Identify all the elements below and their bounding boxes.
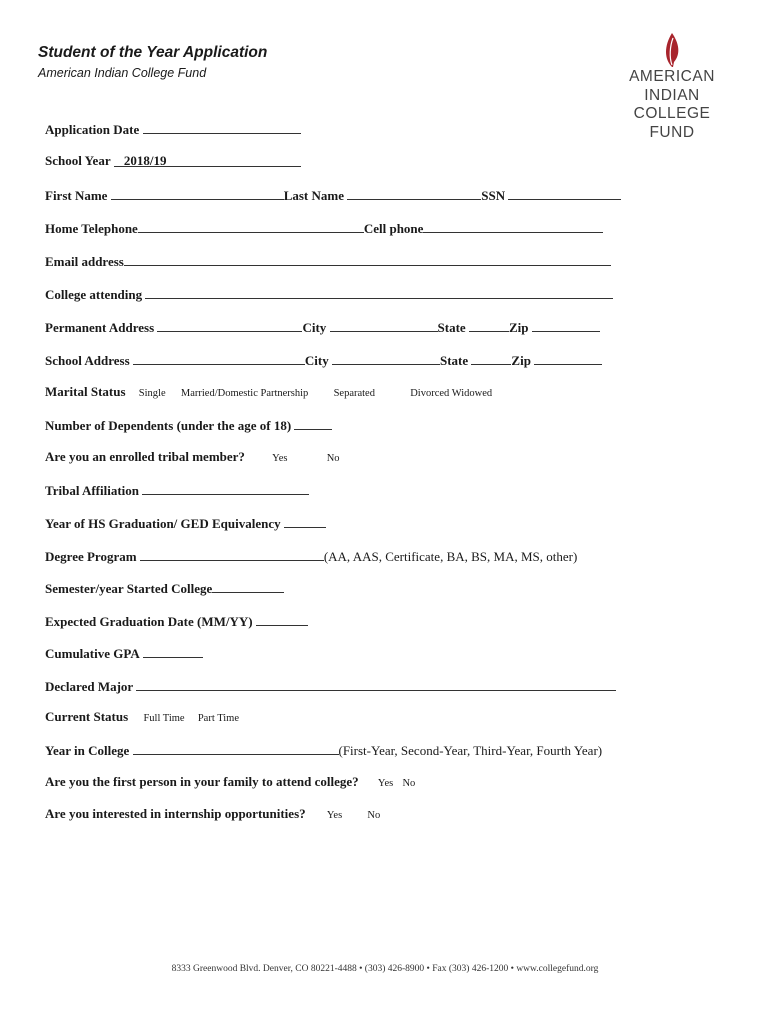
city-label: City	[302, 320, 327, 335]
tribal-affiliation-field[interactable]	[142, 481, 309, 495]
degree-program-hint: (AA, AAS, Certificate, BA, BS, MA, MS, other)	[323, 549, 578, 564]
tribal-member-yes[interactable]: Yes	[272, 453, 288, 464]
city-label: City	[304, 353, 329, 368]
email-field[interactable]	[124, 252, 611, 266]
school-state-field[interactable]	[471, 351, 511, 365]
degree-program-field[interactable]	[140, 547, 324, 561]
declared-major-label: Declared Major	[45, 679, 134, 694]
logo-line: AMERICAN	[629, 68, 715, 85]
logo-line: COLLEGE	[633, 105, 711, 122]
cumulative-gpa-field[interactable]	[143, 644, 203, 658]
ssn-label: SSN	[481, 188, 506, 203]
degree-program-label: Degree Program	[45, 549, 137, 564]
phone-row	[45, 219, 603, 237]
email-label: Email address	[45, 254, 124, 269]
hs-graduation-field[interactable]	[284, 514, 326, 528]
internship-row	[45, 806, 380, 824]
permanent-address-row	[45, 318, 600, 336]
application-date-row	[45, 120, 301, 138]
declared-major-field[interactable]	[136, 677, 616, 691]
expected-graduation-field[interactable]	[256, 612, 308, 626]
tribal-member-no[interactable]: No	[326, 453, 340, 464]
school-city-field[interactable]	[332, 351, 440, 365]
school-year-label: School Year	[45, 153, 111, 168]
first-in-family-label: Are you the first person in your family to attend college?	[45, 774, 359, 789]
tribal-affiliation-label: Tribal Affiliation	[45, 483, 140, 498]
permanent-city-field[interactable]	[330, 318, 438, 332]
current-status-label: Current Status	[45, 709, 129, 724]
gpa-row	[45, 644, 203, 662]
application-date-label: Application Date	[45, 122, 140, 137]
dependents-label: Number of Dependents (under the age of 18)	[45, 418, 292, 433]
application-date-field[interactable]	[143, 120, 301, 134]
declared-major-row	[45, 677, 616, 695]
marital-option-separated[interactable]: Separated	[333, 388, 375, 399]
college-attending-field[interactable]	[145, 285, 613, 299]
permanent-address-label: Permanent Address	[45, 320, 155, 335]
logo-line: FUND	[649, 123, 695, 141]
hs-graduation-row	[45, 514, 326, 532]
marital-option-divorced-widowed[interactable]: Divorced Widowed	[410, 388, 493, 399]
dependents-field[interactable]	[294, 416, 332, 430]
permanent-state-field[interactable]	[469, 318, 509, 332]
semester-started-row	[45, 579, 284, 597]
first-name-field[interactable]	[111, 186, 284, 200]
permanent-zip-field[interactable]	[532, 318, 600, 332]
feather-icon	[661, 32, 683, 68]
school-year-field[interactable]	[114, 153, 301, 167]
school-year-value: 2018/19	[123, 153, 167, 168]
semester-started-field[interactable]	[212, 579, 284, 593]
marital-option-single[interactable]: Single	[138, 388, 166, 399]
internship-label: Are you interested in internship opportunities?	[45, 806, 306, 821]
hs-graduation-label: Year of HS Graduation/ GED Equivalency	[45, 516, 281, 531]
footer-address: 8333 Greenwood Blvd. Denver, CO 80221-4488 • (303) 426-8900 • Fax (303) 426-1200 • www.collegefund.org	[171, 964, 599, 974]
year-in-college-row	[45, 741, 602, 759]
current-status-row	[45, 709, 239, 727]
state-label: State	[440, 353, 469, 368]
state-label: State	[437, 320, 466, 335]
tribal-member-label: Are you an enrolled tribal member?	[45, 449, 245, 464]
home-telephone-field[interactable]	[138, 219, 364, 233]
form-title: Student of the Year Application	[38, 44, 268, 61]
logo-line: INDIAN	[644, 86, 700, 104]
college-row	[45, 285, 613, 303]
school-year-row	[45, 153, 301, 169]
ssn-field[interactable]	[508, 186, 621, 200]
marital-status-row	[45, 384, 492, 402]
first-in-family-yes[interactable]: Yes	[377, 778, 394, 789]
school-zip-field[interactable]	[534, 351, 602, 365]
school-address-field[interactable]	[133, 351, 305, 365]
internship-yes[interactable]: Yes	[326, 810, 343, 821]
status-option-full-time[interactable]: Full Time	[143, 713, 185, 724]
status-option-part-time[interactable]: Part Time	[197, 713, 239, 724]
form-subtitle: American Indian College Fund	[38, 66, 207, 80]
zip-label: Zip	[508, 320, 529, 335]
first-name-label: First Name	[45, 188, 108, 203]
permanent-address-field[interactable]	[157, 318, 302, 332]
first-in-family-row	[45, 774, 415, 792]
year-in-college-label: Year in College	[45, 743, 130, 758]
college-fund-logo	[622, 32, 722, 142]
internship-no[interactable]: No	[367, 810, 381, 821]
expected-graduation-label: Expected Graduation Date (MM/YY)	[45, 614, 253, 629]
degree-program-row	[45, 547, 577, 565]
college-attending-label: College attending	[45, 287, 143, 302]
zip-label: Zip	[511, 353, 531, 368]
marital-status-label: Marital Status	[45, 384, 126, 399]
dependents-row	[45, 416, 332, 434]
semester-started-label: Semester/year Started College	[45, 581, 213, 596]
year-in-college-hint: (First-Year, Second-Year, Third-Year, Fourth Year)	[338, 743, 603, 758]
email-row	[45, 252, 611, 270]
last-name-field[interactable]	[347, 186, 481, 200]
school-address-row	[45, 351, 602, 369]
cell-phone-field[interactable]	[423, 219, 603, 233]
name-row	[45, 186, 621, 204]
last-name-label: Last Name	[283, 188, 344, 203]
year-in-college-field[interactable]	[133, 741, 339, 755]
cumulative-gpa-label: Cumulative GPA	[45, 646, 140, 661]
marital-option-married[interactable]: Married/Domestic Partnership	[180, 388, 309, 399]
home-telephone-label: Home Telephone	[45, 221, 138, 236]
school-address-label: School Address	[45, 353, 130, 368]
first-in-family-no[interactable]: No	[402, 778, 416, 789]
tribal-affiliation-row	[45, 481, 309, 499]
expected-graduation-row	[45, 612, 308, 630]
tribal-member-row	[45, 449, 340, 467]
cell-phone-label: Cell phone	[363, 221, 424, 236]
